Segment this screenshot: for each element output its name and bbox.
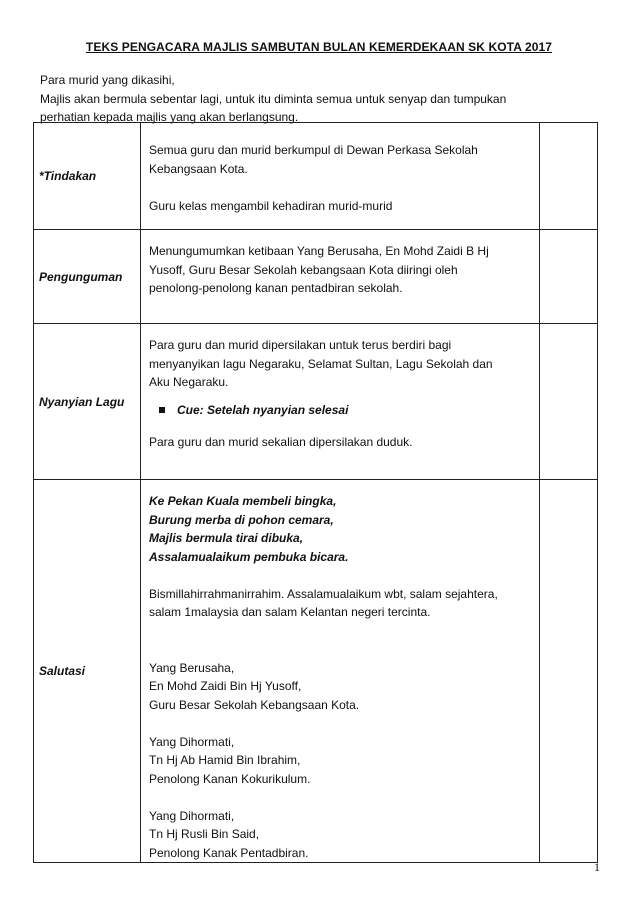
row-salutasi [34, 480, 598, 863]
content-line: Semua guru dan murid berkumpul di Dewan Perkasa Sekolah [149, 143, 478, 157]
pantun-line: Majlis bermula tirai dibuka, [149, 531, 304, 545]
intro-paragraph [40, 71, 600, 127]
page-number: 1 [594, 860, 600, 874]
honorific-line: Yang Dihormati, [149, 734, 235, 749]
row-content-cell [141, 324, 540, 480]
row-label-cell [34, 230, 141, 324]
row-tindakan [34, 123, 598, 230]
content-line: Para guru dan murid sekalian dipersilakan duduk. [149, 435, 413, 449]
row-label-cell [34, 123, 141, 230]
row-label: Salutasi [39, 664, 86, 678]
notes-cell [540, 230, 598, 324]
notes-cell [540, 480, 598, 863]
content-line: menyanyikan lagu Negaraku, Selamat Sultan, Lagu Sekolah dan [149, 356, 493, 371]
row-pengunguman [34, 230, 598, 324]
honorific-line: Penolong Kanak Pentadbiran. [149, 845, 309, 860]
row-label: Pengunguman [39, 269, 123, 284]
honorific-line: Tn Hj Ab Hamid Bin Ibrahim, [149, 753, 301, 767]
honorific-line: Guru Besar Sekolah Kebangsaan Kota. [149, 697, 360, 712]
content-line: Guru kelas mengambil kehadiran murid-murid [149, 198, 393, 213]
emcee-script-table [33, 122, 598, 863]
cue-text: Cue: Setelah nyanyian selesai [177, 402, 349, 417]
intro-line: Majlis akan bermula sebentar lagi, untuk itu diminta semua untuk senyap dan tumpukan [40, 91, 507, 106]
row-content-cell [141, 123, 540, 230]
notes-cell [540, 324, 598, 480]
pantun-line: Burung merba di pohon cemara, [149, 512, 334, 527]
honorific-line: Yang Dihormati, [149, 808, 235, 823]
content-line: Yusoff, Guru Besar Sekolah kebangsaan Kota diiringi oleh [149, 262, 458, 277]
intro-line: Para murid yang dikasihi, [40, 73, 175, 87]
greeting-line: Bismillahirrahmanirrahim. Assalamualaikum wbt, salam sejahtera, [149, 586, 498, 601]
content-line: Menungumumkan ketibaan Yang Berusaha, En Mohd Zaidi B Hj [149, 244, 489, 258]
intro-line: perhatian kepada majlis yang akan berlangsung. [40, 110, 299, 124]
honorific-line: Yang Berusaha, [149, 660, 235, 675]
notes-cell [540, 123, 598, 230]
document-title: TEKS PENGACARA MAJLIS SAMBUTAN BULAN KEMERDEKAAN SK KOTA 2017 [85, 40, 553, 54]
row-label: *Tindakan [39, 169, 97, 183]
honorific-line: En Mohd Zaidi Bin Hj Yusoff, [149, 679, 302, 693]
pantun-line: Assalamualaikum pembuka bicara. [149, 549, 349, 564]
honorific-line: Penolong Kanan Kokurikulum. [149, 771, 311, 786]
square-bullet-icon [159, 407, 165, 413]
row-nyanyian-lagu [34, 324, 598, 480]
content-line: penolong-penolong kanan pentadbiran sekolah. [149, 281, 403, 295]
cue-bullet [149, 401, 531, 420]
content-line: Aku Negaraku. [149, 375, 229, 389]
honorific-line: Tn Hj Rusli Bin Said, [149, 827, 260, 841]
row-label: Nyanyian Lagu [39, 394, 125, 409]
row-content-cell [141, 230, 540, 324]
pantun-line: Ke Pekan Kuala membeli bingka, [149, 494, 337, 508]
greeting-line: salam 1malaysia dan salam Kelantan negeri tercinta. [149, 605, 431, 619]
row-content-cell [141, 480, 540, 863]
row-label-cell [34, 480, 141, 863]
row-label-cell [34, 324, 141, 480]
content-line: Para guru dan murid dipersilakan untuk terus berdiri bagi [149, 338, 452, 352]
content-line: Kebangsaan Kota. [149, 161, 248, 176]
